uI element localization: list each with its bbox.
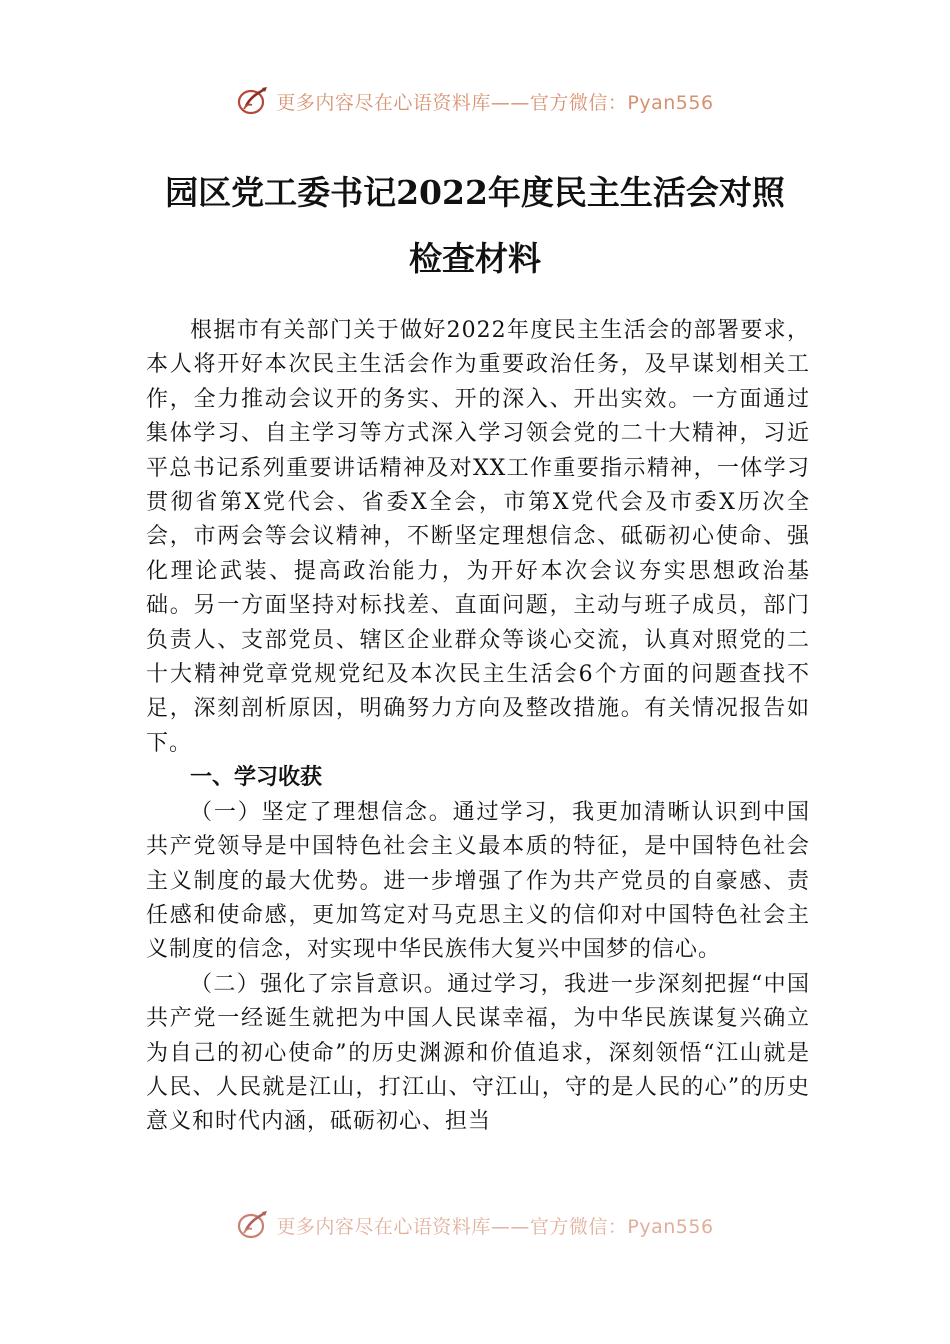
document-body [146, 314, 810, 1140]
watermark-header [0, 84, 950, 118]
section-paragraph-1: （一）坚定了理想信念。通过学习，我更加清晰认识到中国共产党领导是中国特色社会主义最本质的特征，是中国特色社会主义制度的最大优势。进一步增强了作为共产党员的自豪感、责任感和使命感，更加笃定对马克思主义的信仰对中国特色社会主义制度的信念，对实现中华民族伟大复兴中国梦的信心。 [146, 799, 810, 963]
document-title [0, 160, 950, 292]
pen-logo-icon [236, 84, 270, 118]
section-heading-1: 一、学习收获 [190, 765, 323, 791]
watermark-text: 更多内容尽在心语资料库——官方微信：Pyan556 [276, 1215, 714, 1238]
watermark-footer [0, 1208, 950, 1242]
title-line-1: 园区党工委书记2022年度民主生活会对照 [165, 173, 785, 212]
intro-paragraph: 根据市有关部门关于做好2022年度民主生活会的部署要求，本人将开好本次民主生活会作为重要政治任务，及早谋划相关工作，全力推动会议开的务实、开的深入、开出实效。一方面通过集体学习、自主学习等方式深入学习领会党的二十大精神，习近平总书记系列重要讲话精神及对XX工作重要指示精神，一体学习贯彻省第X党代会、省委X全会，市第X党代会及市委X历次全会，市两会等会议精神，不断坚定理想信念、砥砺初心使命、强化理论武装、提高政治能力，为开好本次会议夯实思想政治基础。另一方面坚持对标找差、直面问题，主动与班子成员，部门负责人、支部党员、辖区企业群众等谈心交流，认真对照党的二十大精神党章党规党纪及本次民主生活会6个方面的问题查找不足，深刻剖析原因，明确努力方向及整改措施。有关情况报告如下。 [146, 318, 810, 756]
watermark-text: 更多内容尽在心语资料库——官方微信：Pyan556 [276, 91, 714, 114]
pen-logo-icon [236, 1208, 270, 1242]
section-paragraph-2: （二）强化了宗旨意识。通过学习，我进一步深刻把握“中国共产党一经诞生就把为中国人民谋幸福，为中华民族谋复兴确立为自己的初心使命”的历史渊源和价值追求，深刻领悟“江山就是人民、人民就是江山，打江山、守江山，守的是人民的心”的历史意义和时代内涵，砥砺初心、担当 [146, 971, 810, 1135]
title-line-2: 检查材料 [409, 239, 541, 278]
